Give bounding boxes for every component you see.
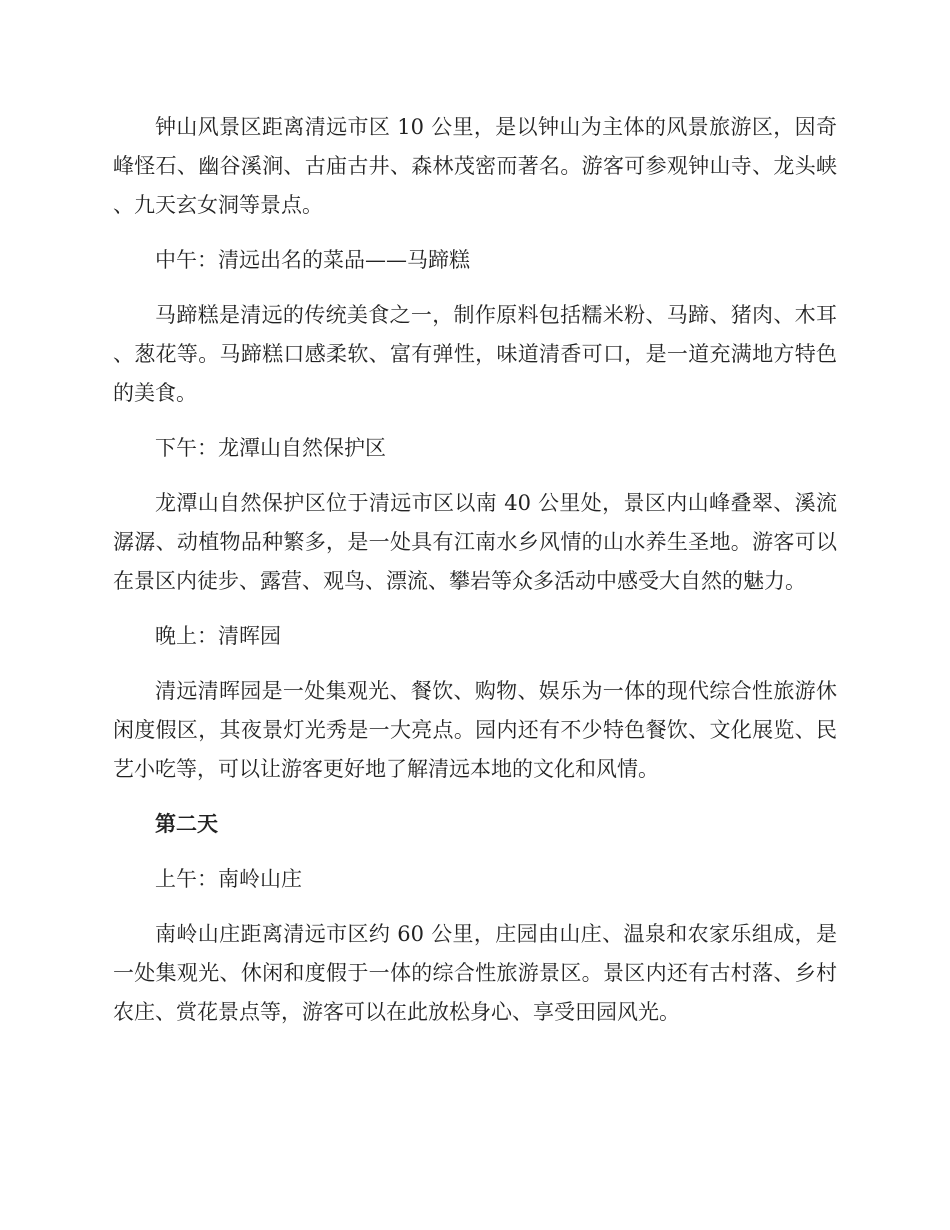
document-page [113, 108, 837, 1032]
paragraph-qinghuiyuan: 清远清晖园是一处集观光、餐饮、购物、娱乐为一体的现代综合性旅游休闲度假区，其夜景灯光秀是一大亮点。园内还有不少特色餐饮、文化展览、民艺小吃等，可以让游客更好地了解清远本地的文化和风情。 [113, 679, 837, 781]
paragraph-zhongshan: 钟山风景区距离清远市区 10 公里，是以钟山为主体的风景旅游区，因奇峰怪石、幽谷溪涧、古庙古井、森林茂密而著名。游客可参观钟山寺、龙头峡、九天玄女洞等景点。 [113, 115, 837, 217]
heading-day-two: 第二天 [155, 812, 218, 836]
heading-morning: 上午：南岭山庄 [155, 867, 302, 891]
heading-afternoon: 下午：龙潭山自然保护区 [155, 436, 386, 460]
paragraph-nanling: 南岭山庄距离清远市区约 60 公里，庄园由山庄、温泉和农家乐组成，是一处集观光、休闲和度假于一体的综合性旅游景区。景区内还有古村落、乡村农庄、赏花景点等，游客可以在此放松身心、享受田园风光。 [113, 922, 837, 1024]
heading-noon: 中午：清远出名的菜品——马蹄糕 [155, 248, 470, 272]
paragraph-matigao: 马蹄糕是清远的传统美食之一，制作原料包括糯米粉、马蹄、猪肉、木耳、葱花等。马蹄糕口感柔软、富有弹性，味道清香可口，是一道充满地方特色的美食。 [113, 303, 837, 405]
heading-evening: 晚上：清晖园 [155, 624, 281, 648]
paragraph-longtanshan: 龙潭山自然保护区位于清远市区以南 40 公里处，景区内山峰叠翠、溪流潺潺、动植物品种繁多，是一处具有江南水乡风情的山水养生圣地。游客可以在景区内徒步、露营、观鸟、漂流、攀岩等众多活动中感受大自然的魅力。 [113, 491, 837, 593]
